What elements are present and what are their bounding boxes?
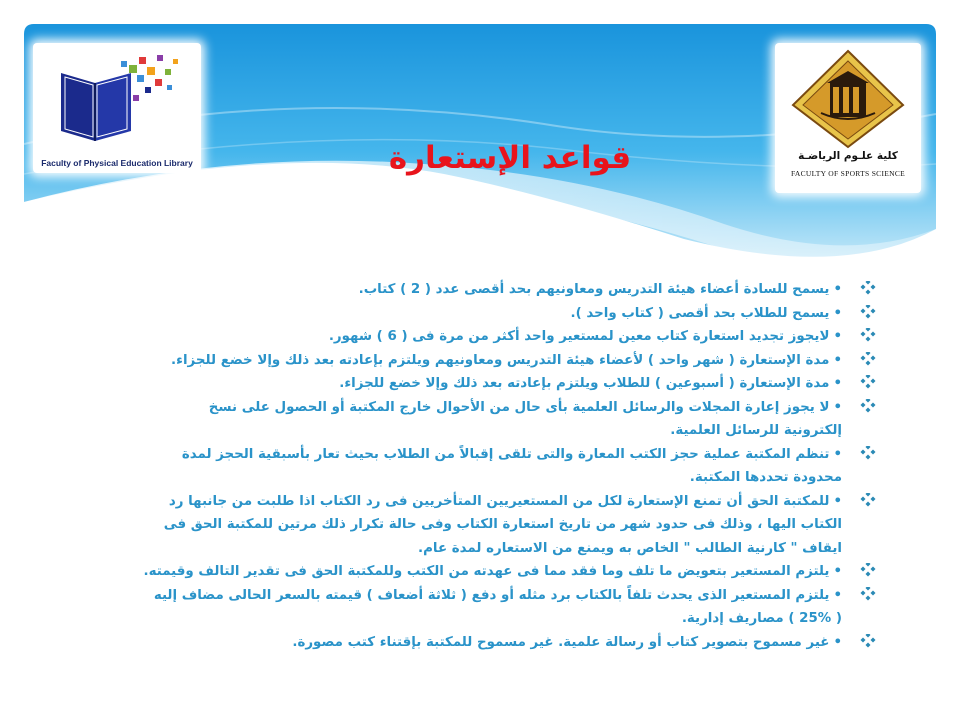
faculty-logo [775,43,921,193]
page-title: قواعد الإستعارة [388,140,632,176]
rule-text-line: يسمح للطلاب بحد أقصى ( كتاب واحد ). [570,305,830,321]
rule-dot: • [833,282,842,297]
rule-item [100,325,878,349]
rule-item [100,631,878,655]
library-logo-label: Faculty of Physical Education Library [41,158,193,168]
rule-item [100,584,878,631]
rule-text-line: ( 25% ) مصاريف إدارية. [681,611,842,626]
rule-dot: • [833,399,842,415]
library-logo [33,43,201,173]
rule-dot: • [833,329,842,344]
rule-item [100,396,878,443]
rule-text-line: الكتاب اليها ، وذلك فى حدود شهر من تاريخ استعارة الكتاب وفى حالة تكرار ذلك مرتين للمكتبة الحق فى [163,517,842,532]
rule-item [100,560,878,584]
diamond-bullet-icon [860,446,876,462]
rule-text-line: يلتزم المستعير الذى يحدث تلفاً بالكتاب برد مثله أو دفع ( ثلاثة أضعاف ) قيمته بالسعر الحالى مضاف إليه [153,587,830,603]
faculty-name-english: FACULTY OF SPORTS SCIENCE [790,169,906,178]
diamond-bullet-icon [860,493,876,509]
rule-item [100,372,878,396]
rule-text-line: يسمح للسادة أعضاء هيئة التدريس ومعاونيهم بحد أقصى عدد ( 2 ) كتاب. [358,282,830,297]
rule-dot: • [833,446,842,462]
rule-item [100,302,878,326]
rule-text-line: للمكتبة الحق أن تمنع الإستعارة لكل من المستعيريين المتأخريين فى رد الكتاب اذا طلبت من جانبها رد [168,493,830,509]
rule-text-line: مدة الإستعارة ( شهر واحد ) لأعضاء هيئة التدريس ومعاونيهم ويلتزم بإعادته بعد ذلك وإلا خضع للجزاء. [171,352,830,368]
rule-item [100,490,878,561]
university-seal-icon [775,43,921,153]
diamond-bullet-icon [860,305,876,321]
faculty-name-arabic: كلية علـوم الرياضـة [798,150,898,162]
rule-item [100,443,878,490]
rule-item [100,278,878,302]
rule-text-line: مدة الإستعارة ( أسبوعين ) للطلاب ويلتزم بإعادته بعد ذلك وإلا خضع للجزاء. [339,376,830,391]
rule-dot: • [833,587,842,603]
diamond-bullet-icon [860,375,876,391]
borrowing-rules-list [100,278,878,654]
rule-dot: • [833,564,842,579]
rule-text-line: يلتزم المستعير بتعويض ما تلف وما فقد مما فى عهدته من الكتب وللمكتبة الحق فى تقدير التالف وقيمته. [143,564,830,579]
diamond-bullet-icon [860,281,876,297]
rule-dot: • [833,634,842,650]
rule-dot: • [833,305,842,321]
rule-text-line: ايقاف " كارنية الطالب " الخاص به ويمنع من الاستعاره لمدة عام. [418,540,842,556]
rule-dot: • [833,352,842,368]
diamond-bullet-icon [860,587,876,603]
book-icon [33,43,201,155]
rule-dot: • [833,493,842,509]
diamond-bullet-icon [860,352,876,368]
diamond-bullet-icon [860,563,876,579]
rule-text-line: محدودة تحددها المكتبة. [689,470,842,485]
diamond-bullet-icon [860,634,876,650]
rule-text-line: لايجوز تجديد استعارة كتاب معين لمستعير واحد أكثر من مرة فى ( 6 ) شهور. [328,329,830,344]
diamond-bullet-icon [860,328,876,344]
rule-text-line: تنظم المكتبة عملية حجز الكتب المعارة والتى تلقى إقبالاً من الطلاب بحيث تعار بأسبقية الحجز لمدة [181,446,830,462]
rule-dot: • [833,376,842,391]
diamond-bullet-icon [860,399,876,415]
rule-text-line: غير مسموح بتصوير كتاب أو رسالة علمية. غير مسموح للمكتبة بإقتناء كتب مصورة. [292,634,830,650]
rule-item [100,349,878,373]
rule-text-line: لا يجوز إعارة المجلات والرسائل العلمية بأى حال من الأحوال خارج المكتبة أو الحصول على نسخ [208,399,830,415]
rule-text-line: إلكترونية للرسائل العلمية. [670,423,842,438]
